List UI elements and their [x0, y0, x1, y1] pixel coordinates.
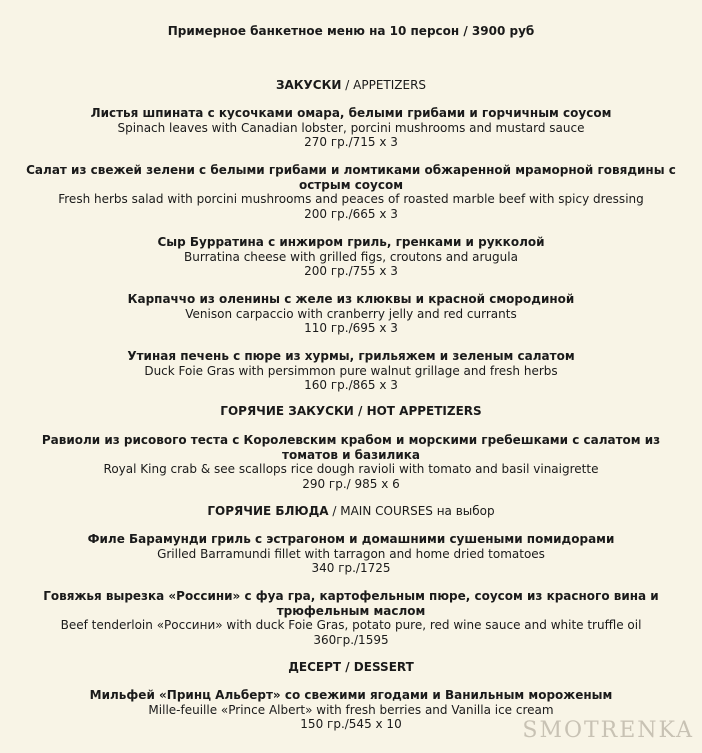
dish-description: Beef tenderloin «Россини» with duck Foie Gras, potato pure, red wine sauce and white truffle oil	[60, 618, 642, 632]
dish-price: 360гр./1595	[313, 632, 389, 647]
dish-description: Spinach leaves with Canadian lobster, porcini mushrooms and mustard sauce	[117, 120, 585, 135]
dish-price: 340 гр./1725	[311, 561, 391, 575]
section-heading-hot-appetizers	[0, 404, 702, 419]
dish-price: 290 гр./ 985 х 6	[302, 476, 400, 491]
dish-description: Venison carpaccio with cranberry jelly and red currants	[185, 306, 517, 321]
menu-item	[20, 292, 682, 336]
dish-name: Сыр Бурратина с инжиром гриль, гренками и рукколой	[157, 235, 545, 249]
menu-item	[20, 106, 682, 150]
dish-name: Утиная печень с пюре из хурмы, грильяжем и зеленым салатом	[127, 349, 575, 363]
section-heading-main-courses	[0, 504, 702, 519]
dish-name: Равиоли из рисового теста с Королевским крабом и морскими гребешками с салатом из томатов и базилика	[41, 433, 661, 462]
dish-description: Grilled Barramundi fillet with tarragon and home dried tomatoes	[157, 546, 545, 561]
menu-item	[20, 433, 682, 491]
section-heading-dessert	[0, 660, 702, 675]
dish-name: Листья шпината с кусочками омара, белыми грибами и горчичным соусом	[90, 106, 612, 120]
section-heading-en: / APPETIZERS	[345, 78, 427, 92]
watermark: SMOTRENKA	[522, 718, 694, 743]
dish-price: 110 гр./695 х 3	[304, 321, 398, 335]
section-heading-en: / MAIN COURSES на выбор	[332, 504, 495, 518]
section-heading-ru: ЗАКУСКИ	[275, 78, 342, 92]
dish-name: Филе Барамунди гриль с эстрагоном и домашними сушеными помидорами	[87, 532, 615, 546]
dish-name: Мильфей «Принц Альберт» со свежими ягодами и Ванильным мороженым	[89, 688, 613, 702]
dish-name: Салат из свежей зелени с белыми грибами и ломтиками обжаренной мраморной говядины с острым соусом	[26, 163, 676, 192]
section-heading-ru: ГОРЯЧИЕ ЗАКУСКИ / HOT APPETIZERS	[220, 404, 482, 418]
menu-item	[20, 589, 682, 647]
dish-name: Карпаччо из оленины с желе из клюквы и красной смородиной	[127, 292, 575, 306]
section-heading-appetizers	[0, 78, 702, 93]
dish-description: Fresh herbs salad with porcini mushrooms and peaces of roasted marble beef with spicy dressing	[58, 192, 644, 206]
menu-item	[20, 532, 682, 576]
menu-title: Примерное банкетное меню на 10 персон / 3900 руб	[167, 24, 535, 38]
dish-price: 160 гр./865 х 3	[304, 378, 398, 392]
dish-description: Royal King crab & see scallops rice dough ravioli with tomato and basil vinaigrette	[103, 462, 599, 476]
section-heading-ru: ГОРЯЧИЕ БЛЮДА	[207, 504, 329, 518]
menu-item	[20, 235, 682, 279]
dish-description: Burratina cheese with grilled figs, croutons and arugula	[184, 249, 518, 264]
menu-item	[20, 163, 682, 221]
dish-description: Duck Foie Gras with persimmon pure walnut grillage and fresh herbs	[144, 363, 558, 378]
menu-item	[20, 349, 682, 393]
dish-price: 200 гр./755 х 3	[304, 264, 398, 278]
dish-description: Mille-feuille «Prince Albert» with fresh berries and Vanilla ice cream	[148, 702, 554, 717]
dish-price: 150 гр./545 х 10	[300, 717, 402, 731]
dish-price: 200 гр./665 х 3	[304, 206, 398, 221]
dish-name: Говяжья вырезка «Россини» с фуа гра, картофельным пюре, соусом из красного вина и трюфельным маслом	[43, 589, 659, 618]
dish-price: 270 гр./715 х 3	[304, 135, 398, 149]
section-heading-ru: ДЕСЕРТ / DESSERT	[288, 660, 414, 674]
